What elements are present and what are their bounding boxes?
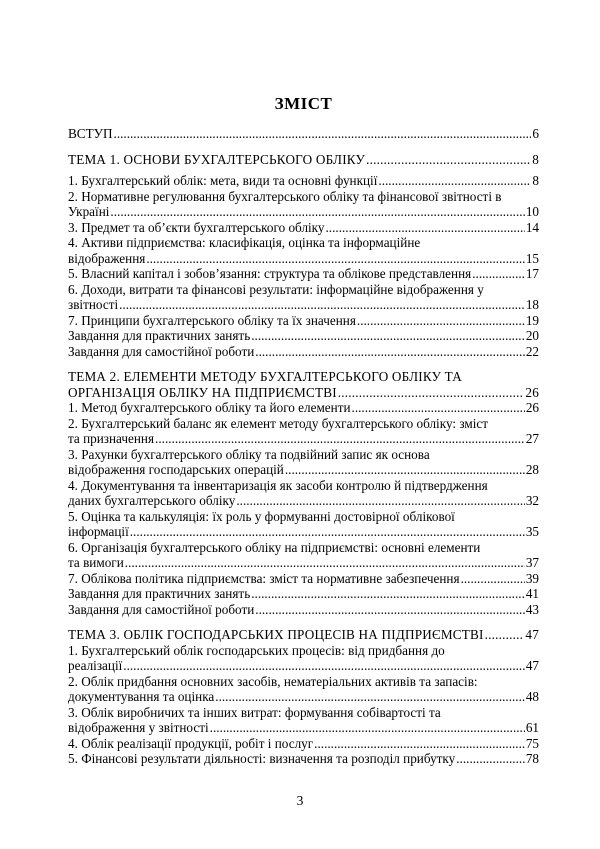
dot-leader xyxy=(352,400,525,416)
dot-leader xyxy=(125,555,525,571)
toc-entry-title: Завдання для практичних занять xyxy=(68,328,251,343)
toc-entry-title: даних бухгалтерського обліку xyxy=(68,493,236,508)
toc-entry-page: 75 xyxy=(525,735,539,751)
toc-entry-title: та призначення xyxy=(68,431,155,446)
dot-leader xyxy=(215,689,525,705)
toc-entry-page: 14 xyxy=(525,219,539,235)
toc-entry-page: 39 xyxy=(525,570,539,586)
dot-leader xyxy=(236,493,524,509)
toc-entry[interactable] xyxy=(68,447,539,478)
dot-leader xyxy=(119,297,525,313)
toc-entry-leader-line xyxy=(68,586,539,602)
toc-entry-leader-line xyxy=(68,627,539,643)
toc-entry[interactable] xyxy=(68,586,539,602)
toc-entry-page: 28 xyxy=(525,462,539,477)
dot-leader xyxy=(114,126,532,142)
toc-entry[interactable] xyxy=(68,674,539,705)
toc-entry[interactable] xyxy=(68,643,539,674)
table-of-contents xyxy=(68,126,539,767)
toc-entry-leader-line xyxy=(68,126,539,142)
dot-leader xyxy=(251,328,525,344)
toc-entry[interactable] xyxy=(68,540,539,571)
dot-leader xyxy=(357,313,525,329)
toc-entry-page: 37 xyxy=(525,555,539,570)
toc-topic-entry[interactable] xyxy=(68,152,539,168)
toc-entry-leader-line xyxy=(68,344,539,360)
toc-topic-entry[interactable] xyxy=(68,627,539,643)
dot-leader xyxy=(210,720,525,736)
toc-entry-text-line: 3. Рахунки бухгалтерського обліку та подвійний запис як основа xyxy=(68,446,430,462)
toc-entry-page: 61 xyxy=(525,720,539,735)
toc-entry-leader-line xyxy=(68,328,539,344)
toc-entry-page: 20 xyxy=(525,328,539,343)
dot-leader xyxy=(366,152,531,168)
toc-entry-leader-line xyxy=(68,251,539,267)
toc-entry-title: 5. Фінансові результати діяльності: визначення та розподіл прибутку xyxy=(68,751,456,766)
toc-entry-title: ОРГАНІЗАЦІЯ ОБЛІКУ НА ПІДПРИЄМСТВІ xyxy=(68,384,337,400)
toc-entry-title: 7. Принципи бухгалтерського обліку та їх значення xyxy=(68,312,356,328)
toc-entry[interactable] xyxy=(68,266,539,282)
dot-leader xyxy=(485,627,525,643)
toc-entry-leader-line xyxy=(68,385,539,401)
toc-entry-leader-line xyxy=(68,602,539,618)
toc-entry-title: інформації xyxy=(68,524,129,539)
dot-leader xyxy=(472,266,525,282)
toc-entry[interactable] xyxy=(68,400,539,416)
toc-entry[interactable] xyxy=(68,189,539,220)
dot-leader xyxy=(155,431,525,447)
toc-entry-title: 7. Облікова політика підприємства: зміст та нормативне забезпечення xyxy=(68,570,460,586)
toc-entry-text-line: 2. Нормативне регулювання бухгалтерського обліку та фінансової звітності в xyxy=(68,188,502,204)
toc-entry[interactable] xyxy=(68,126,539,142)
toc-entry-leader-line xyxy=(68,571,539,587)
dot-leader xyxy=(378,173,531,189)
toc-entry-page: 27 xyxy=(525,431,539,446)
toc-entry-text-line: 4. Активи підприємства: класифікація, оцінка та інформаційне xyxy=(68,235,421,250)
toc-entry-title: реалізації xyxy=(68,658,123,673)
toc-entry-page: 6 xyxy=(532,126,539,141)
toc-entry-text-line: 3. Облік виробничих та інших витрат: формування собівартості та xyxy=(68,704,441,720)
toc-entry-page: 47 xyxy=(525,658,539,673)
toc-entry-title: ТЕМА 1. ОСНОВИ БУХГАЛТЕРСЬКОГО ОБЛІКУ xyxy=(68,151,366,167)
spacer xyxy=(68,142,539,152)
dot-leader xyxy=(255,602,525,618)
toc-entry-leader-line xyxy=(68,524,539,540)
toc-entry-leader-line xyxy=(68,313,539,329)
toc-entry-page: 26 xyxy=(525,400,539,415)
toc-entry-title: відображення xyxy=(68,250,146,266)
toc-entry-title: звітності xyxy=(68,297,119,312)
toc-entry[interactable] xyxy=(68,344,539,360)
toc-entry-leader-line xyxy=(68,297,539,313)
toc-entry-page: 78 xyxy=(525,751,539,766)
toc-entry-leader-line xyxy=(68,658,539,674)
toc-entry[interactable] xyxy=(68,509,539,540)
dot-leader xyxy=(456,751,525,767)
toc-entry-page: 41 xyxy=(525,586,539,601)
toc-entry-page: 35 xyxy=(525,524,539,539)
toc-entry-leader-line xyxy=(68,204,539,220)
toc-entry-leader-line xyxy=(68,555,539,571)
toc-topic-entry[interactable] xyxy=(68,369,539,400)
dot-leader xyxy=(251,586,525,602)
spacer xyxy=(68,359,539,369)
toc-entry-title: 1. Метод бухгалтерського обліку та його елементи xyxy=(68,400,351,415)
toc-entry-leader-line xyxy=(68,462,539,478)
toc-entry-leader-line xyxy=(68,266,539,282)
dot-leader xyxy=(338,385,525,401)
toc-entry[interactable] xyxy=(68,328,539,344)
toc-entry-leader-line xyxy=(68,720,539,736)
toc-entry[interactable] xyxy=(68,736,539,752)
toc-entry-page: 43 xyxy=(525,601,539,617)
toc-entry-leader-line xyxy=(68,173,539,189)
toc-entry-page: 18 xyxy=(525,297,539,312)
toc-entry-page: 19 xyxy=(525,312,539,328)
toc-entry[interactable] xyxy=(68,416,539,447)
toc-entry-text-line: ТЕМА 2. ЕЛЕМЕНТИ МЕТОДУ БУХГАЛТЕРСЬКОГО ОБЛІКУ ТА xyxy=(68,369,462,384)
toc-entry-page: 17 xyxy=(525,266,539,281)
toc-entry-page: 15 xyxy=(525,250,539,266)
toc-entry-page: 22 xyxy=(525,343,539,359)
toc-entry-title: ВСТУП xyxy=(68,126,113,141)
toc-entry-text-line: 4. Документування та інвентаризація як засоби контролю й підтвердження xyxy=(68,477,488,493)
toc-entry-page: 8 xyxy=(532,151,539,167)
dot-leader xyxy=(130,524,525,540)
toc-entry-page: 10 xyxy=(525,204,539,219)
toc-entry-text-line: 1. Бухгалтерський облік господарських процесів: від придбання до xyxy=(68,642,445,658)
dot-leader xyxy=(255,344,525,360)
toc-entry-title: документування та оцінка xyxy=(68,689,215,704)
toc-entry-page: 26 xyxy=(525,384,539,400)
toc-entry[interactable] xyxy=(68,602,539,618)
toc-entry[interactable] xyxy=(68,478,539,509)
toc-entry-page: 32 xyxy=(525,493,539,508)
toc-entry-title: 3. Предмет та об’єкти бухгалтерського обліку xyxy=(68,219,325,235)
toc-heading: ЗМІСТ xyxy=(274,94,333,113)
toc-entry-title: ТЕМА 3. ОБЛІК ГОСПОДАРСЬКИХ ПРОЦЕСІВ НА ПІДПРИЄМСТВІ xyxy=(68,627,484,642)
toc-entry-title: відображення господарських операцій xyxy=(68,462,284,477)
toc-entry[interactable] xyxy=(68,220,539,236)
dot-leader xyxy=(110,204,524,220)
toc-entry-leader-line xyxy=(68,152,539,168)
dot-leader xyxy=(326,220,525,236)
toc-entry-leader-line xyxy=(68,689,539,705)
toc-entry[interactable] xyxy=(68,313,539,329)
toc-entry-title: Завдання для практичних занять xyxy=(68,586,251,601)
toc-entry-page: 48 xyxy=(525,689,539,704)
toc-entry-leader-line xyxy=(68,736,539,752)
page-number: 3 xyxy=(296,793,304,808)
toc-entry-title: Україні xyxy=(68,204,110,219)
toc-entry-title: 4. Облік реалізації продукції, робіт і послуг xyxy=(68,735,314,751)
dot-leader xyxy=(285,462,525,478)
toc-entry[interactable] xyxy=(68,571,539,587)
toc-entry-text-line: 6. Доходи, витрати та фінансові результати: інформаційне відображення у xyxy=(68,281,484,297)
toc-entry-title: Завдання для самостійної роботи xyxy=(68,343,255,359)
toc-entry-page: 47 xyxy=(525,627,539,642)
toc-entry-page: 8 xyxy=(532,173,539,188)
toc-entry-title: відображення у звітності xyxy=(68,720,209,735)
dot-leader xyxy=(146,251,524,267)
dot-leader xyxy=(123,658,525,674)
toc-entry-text-line: 5. Оцінка та калькуляція: їх роль у формуванні достовірної облікової xyxy=(68,508,455,524)
toc-entry-leader-line xyxy=(68,220,539,236)
dot-leader xyxy=(314,736,525,752)
toc-entry[interactable] xyxy=(68,282,539,313)
toc-entry[interactable] xyxy=(68,751,539,767)
toc-entry-leader-line xyxy=(68,431,539,447)
toc-entry-text-line: 6. Організація бухгалтерського обліку на підприємстві: основні елементи xyxy=(68,539,481,555)
toc-entry-title: Завдання для самостійної роботи xyxy=(68,601,255,617)
spacer xyxy=(68,617,539,627)
dot-leader xyxy=(461,571,525,587)
toc-entry-title: 5. Власний капітал і зобов’язання: структура та облікове представлення xyxy=(68,266,472,281)
toc-entry[interactable] xyxy=(68,705,539,736)
toc-entry-text-line: 2. Бухгалтерський баланс як елемент методу бухгалтерського обліку: зміст xyxy=(68,415,488,431)
toc-entry[interactable] xyxy=(68,173,539,189)
toc-entry[interactable] xyxy=(68,235,539,266)
toc-entry-title: 1. Бухгалтерський облік: мета, види та основні функції xyxy=(68,173,378,188)
toc-entry-leader-line xyxy=(68,751,539,767)
toc-entry-leader-line xyxy=(68,400,539,416)
toc-entry-title: та вимоги xyxy=(68,555,124,570)
toc-entry-leader-line xyxy=(68,493,539,509)
toc-entry-text-line: 2. Облік придбання основних засобів, нематеріальних активів та запасів: xyxy=(68,673,478,689)
